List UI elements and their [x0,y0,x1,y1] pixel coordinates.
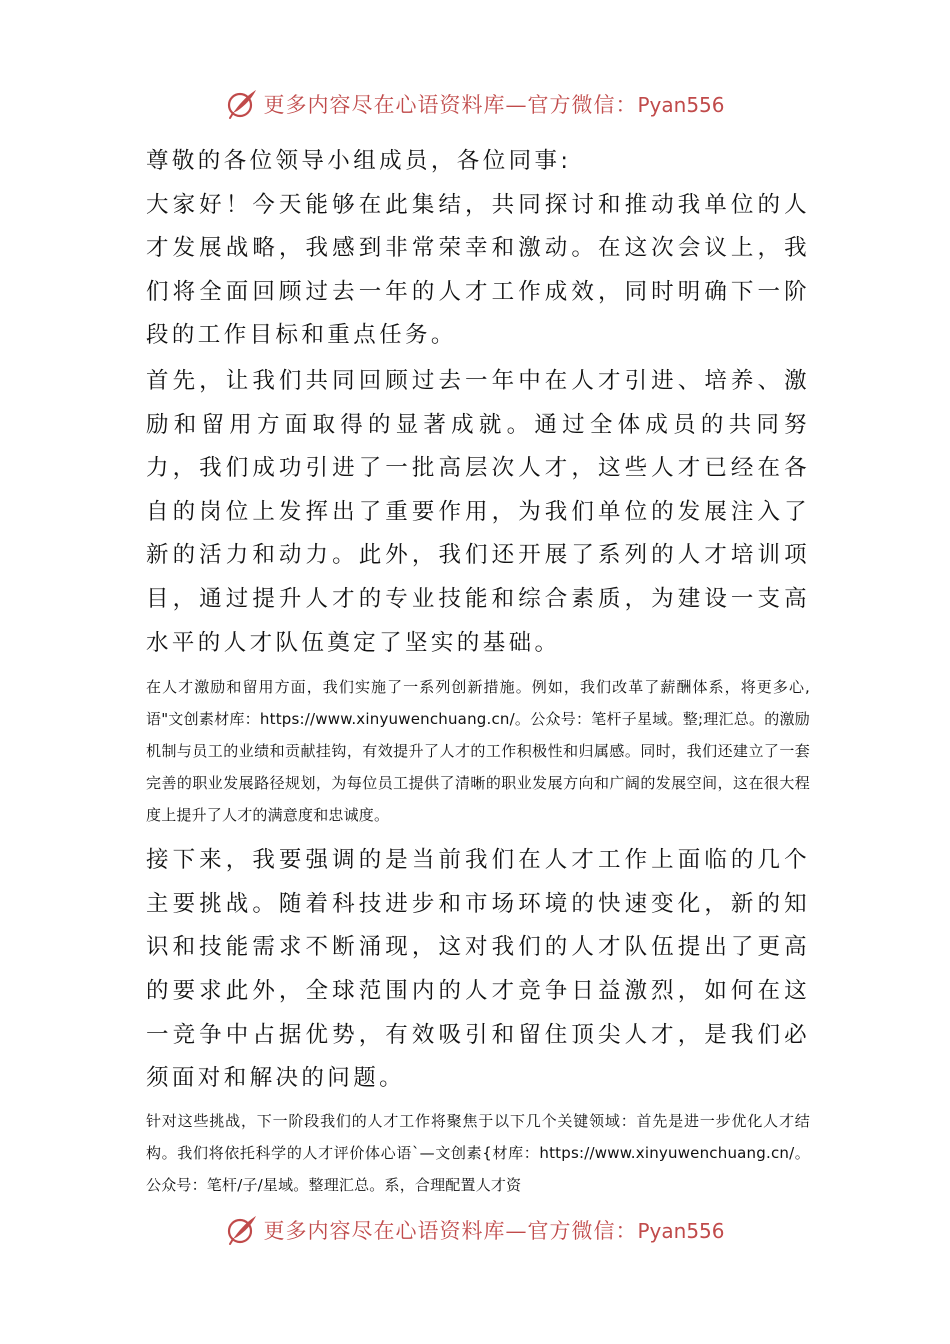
salutation: 尊敬的各位领导小组成员，各位同事: [146,148,572,174]
quill-pen-logo-icon [225,1213,259,1247]
footer-banner [0,1210,950,1250]
wechat-id: Pyan556 [637,93,725,117]
banner-text: 更多内容尽在心语资料库—官方微信：Pyan556 [263,93,725,117]
paragraph-challenges: 接下来，我要强调的是当前我们在人才工作上面临的几个主要挑战。随着科技进步和市场环境的快速变化，新的知识和技能需求不断涌现，这对我们的人才队伍提出了更高的要求此外，全球范围内的人才竞争日益激烈，如何在这一竞争中占据优势，有效吸引和留住顶尖人才，是我们必须面对和解决的问题。 [146,847,810,1092]
paragraph-incentives: 在人才激励和留用方面，我们实施了一系列创新措施。例如，我们改革了薪酬体系，将更多心,语"文创素材库：https://www.xinyuwenchuang.cn/。公众号：笔杆子星域。整;理汇总。的激励机制与员工的业绩和贡献挂钩，有效提升了人才的工作积极性和归属感。同时，我们还建立了一套完善的职业发展路径规划，为每位员工提供了清晰的职业发展方向和广阔的发展空间，这在很大程度上提升了人才的满意度和忠诚度。 [146,678,810,825]
paragraph-next-steps: 针对这些挑战，下一阶段我们的人才工作将聚焦于以下几个关键领域：首先是进一步优化人才结构。我们将依托科学的人才评价体心语`—文创素{材库：https://www.xinyuwenchuang.cn/。公众号：笔杆/子/星域。整理汇总。系，合理配置人才资 [146,1111,810,1194]
header-banner [0,84,950,124]
banner-text: 更多内容尽在心语资料库—官方微信：Pyan556 [263,1219,725,1243]
quill-pen-logo-icon [225,87,259,121]
wechat-id: Pyan556 [637,1219,725,1243]
paragraph-greeting: 大家好！今天能够在此集结，共同探讨和推动我单位的人才发展战略，我感到非常荣幸和激动。在这次会议上，我们将全面回顾过去一年的人才工作成效，同时明确下一阶段的工作目标和重点任务。 [146,191,810,349]
paragraph-achievements: 首先，让我们共同回顾过去一年中在人才引进、培养、激励和留用方面取得的显著成就。通过全体成员的共同努力，我们成功引进了一批高层次人才，这些人才已经在各自的岗位上发挥出了重要作用，为我们单位的发展注入了新的活力和动力。此外，我们还开展了系列的人才培训项目，通过提升人才的专业技能和综合素质，为建设一支高水平的人才队伍奠定了坚实的基础。 [146,367,810,656]
document-body [146,140,810,1209]
